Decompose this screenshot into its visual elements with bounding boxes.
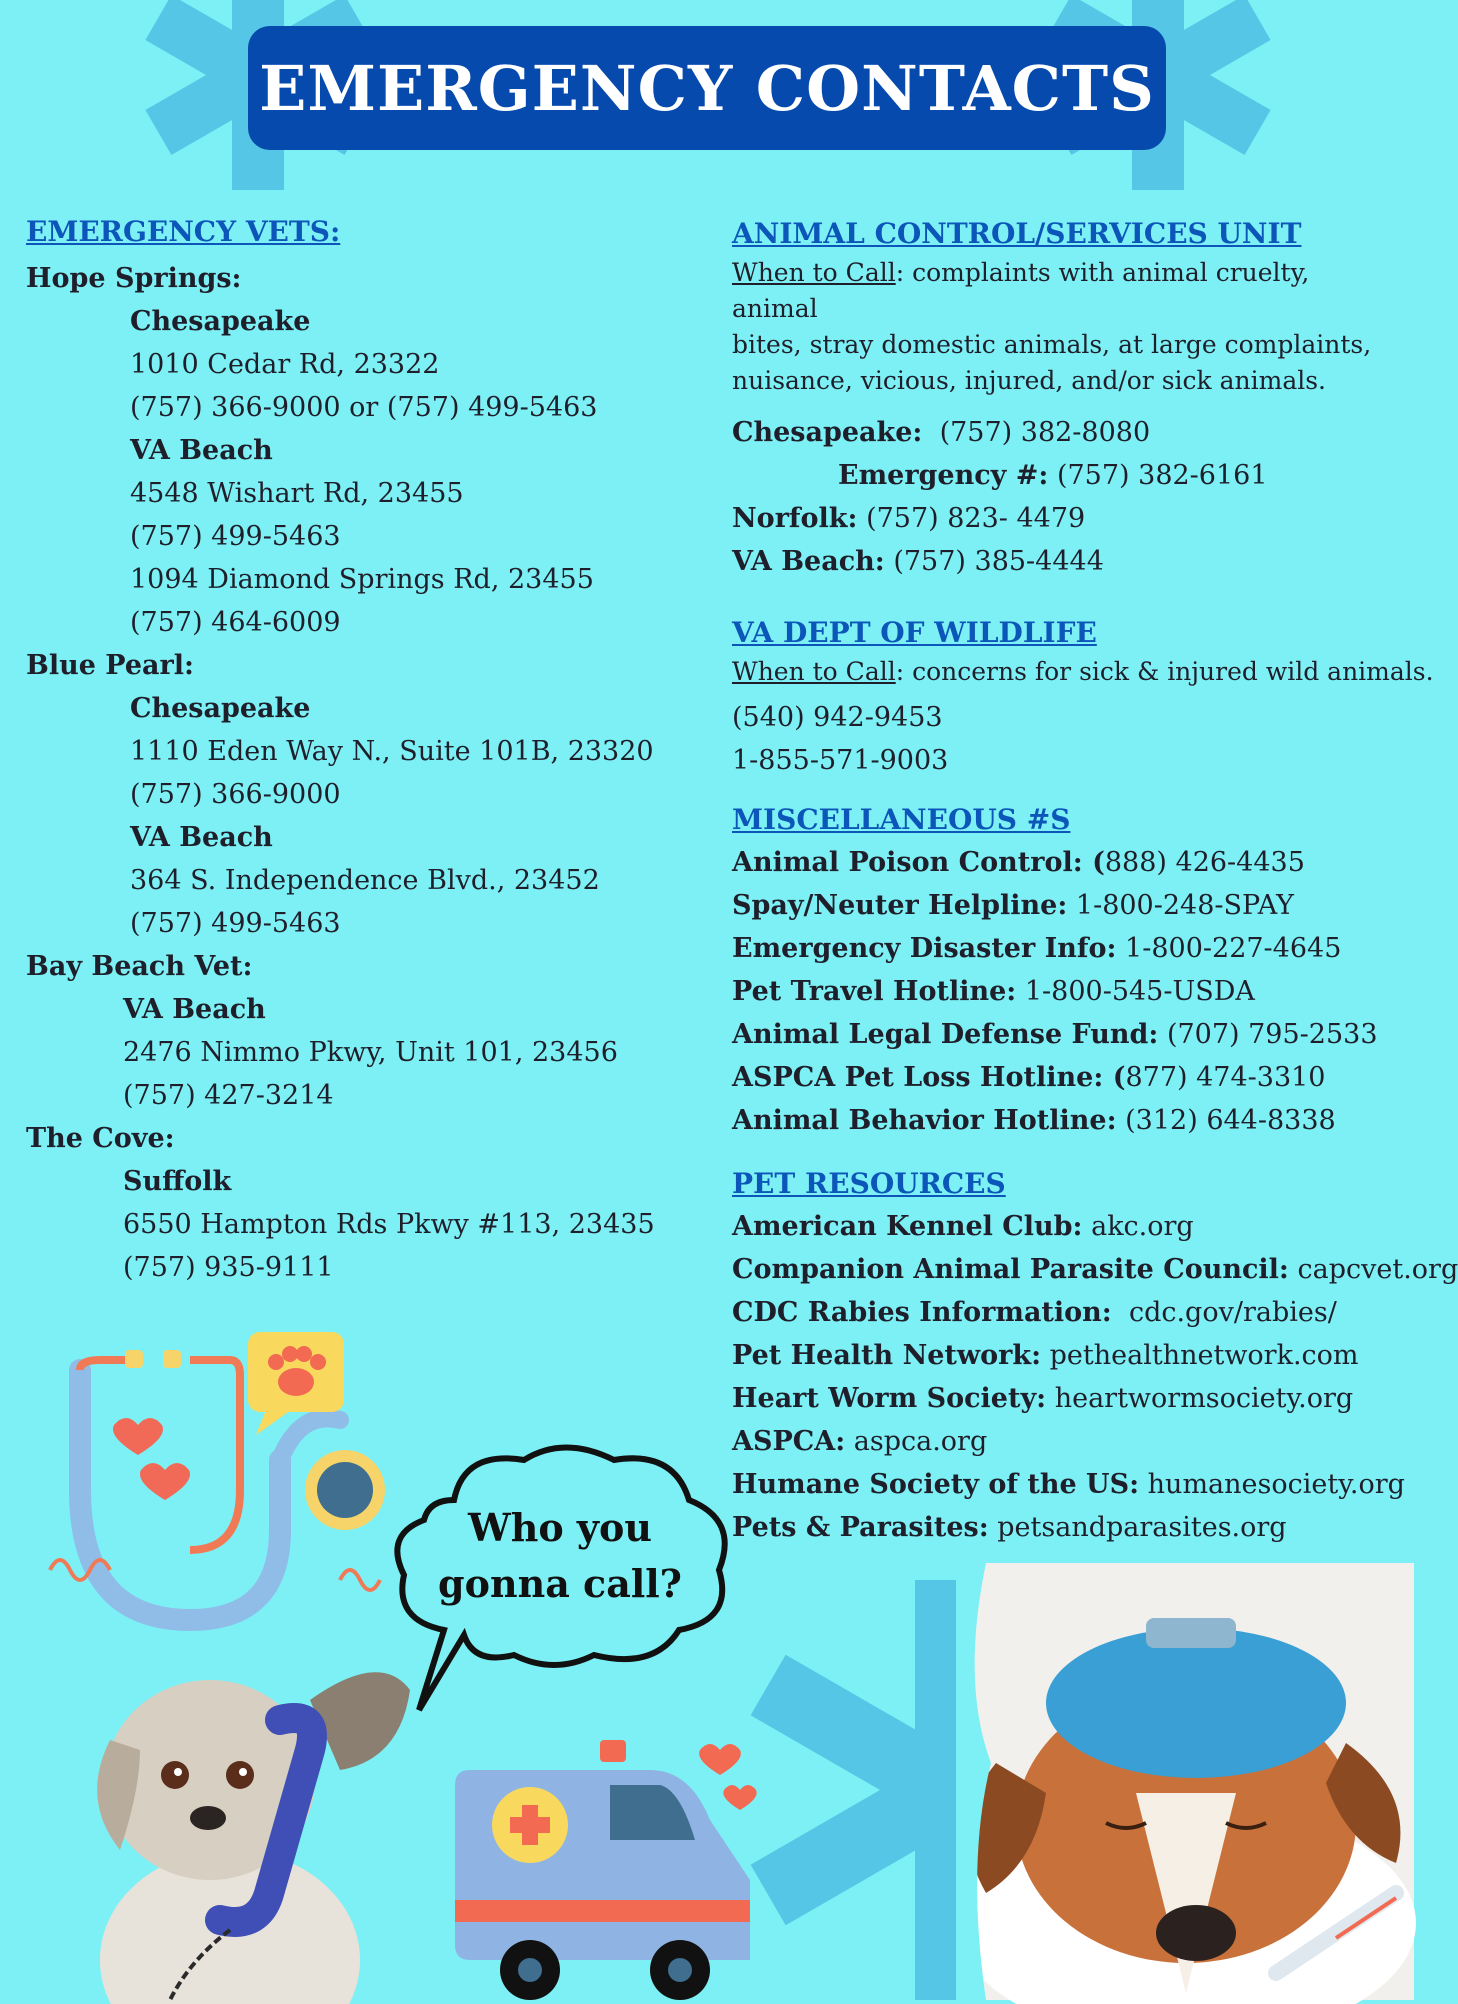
wildlife-when-to-call — [732, 654, 1434, 690]
item-label: CDC Rabies Information: — [732, 1297, 1112, 1328]
item-label: Spay/Neuter Helpline: — [732, 890, 1068, 921]
item-value: 877) 474-3310 — [1125, 1062, 1326, 1093]
item-value: 888) 426-4435 — [1104, 847, 1305, 878]
vet-phone: (757) 366-9000 or (757) 499-5463 — [130, 392, 598, 423]
resources-list — [732, 1205, 1458, 1549]
page-title: EMERGENCY CONTACTS — [259, 51, 1155, 125]
speech-bubble-text — [430, 1500, 690, 1612]
contact-label: Emergency #: — [838, 460, 1049, 491]
resource-link[interactable]: capcvet.org — [1288, 1254, 1458, 1285]
list-item — [732, 841, 1402, 884]
vet-address: 364 S. Independence Blvd., 23452 — [130, 865, 600, 896]
contact-phone: (757) 823- 4479 — [866, 503, 1086, 534]
list-item — [732, 1334, 1402, 1377]
item-label: Emergency Disaster Info: — [732, 933, 1117, 964]
title-banner — [248, 26, 1166, 150]
contact-row — [732, 411, 1402, 454]
ambulance-illustration — [450, 1730, 770, 2000]
vet-address: 2476 Nimmo Pkwy, Unit 101, 23456 — [123, 1037, 618, 1068]
when-to-call-text: bites, stray domestic animals, at large complaints, — [732, 330, 1372, 359]
list-item — [732, 927, 1402, 970]
when-to-call-text: nuisance, vicious, injured, and/or sick animals. — [732, 366, 1326, 395]
paw-speech-icon — [246, 1330, 346, 1440]
list-item — [732, 1291, 1402, 1334]
item-label: Humane Society of the US: — [732, 1469, 1140, 1500]
vet-city: Chesapeake — [130, 693, 311, 724]
sick-dog-drawing — [956, 1563, 1414, 2000]
vet-phone: (757) 499-5463 — [130, 521, 341, 552]
resource-link[interactable]: aspca.org — [845, 1426, 988, 1457]
list-item — [732, 1248, 1458, 1291]
vet-city: VA Beach — [123, 994, 266, 1025]
contacts-column — [732, 212, 1458, 1549]
item-label: Companion Animal Parasite Council: — [732, 1254, 1289, 1285]
wildlife-phone: 1-855-571-9003 — [732, 745, 949, 776]
list-item — [732, 1463, 1405, 1506]
misc-list — [732, 841, 1402, 1142]
list-item — [732, 1056, 1402, 1099]
contact-label: Chesapeake: — [732, 417, 923, 448]
vet-name-hope-springs: Hope Springs: — [26, 263, 242, 294]
list-item — [732, 1205, 1402, 1248]
bubble-line: gonna call? — [438, 1561, 682, 1606]
wildlife-phone: (540) 942-9453 — [732, 702, 943, 733]
vet-city: VA Beach — [130, 822, 273, 853]
vet-address: 4548 Wishart Rd, 23455 — [130, 478, 464, 509]
vet-phone: (757) 366-9000 — [130, 779, 341, 810]
contact-phone: (757) 385-4444 — [893, 546, 1104, 577]
list-item — [732, 1377, 1402, 1420]
animal-control-when-to-call — [732, 255, 1402, 399]
list-item — [732, 1506, 1402, 1549]
vet-name-bay-beach: Bay Beach Vet: — [26, 951, 253, 982]
vet-address: 1110 Eden Way N., Suite 101B, 23320 — [130, 736, 654, 767]
item-label: Pet Travel Hotline: — [732, 976, 1017, 1007]
contact-row — [732, 454, 1402, 497]
item-value: 1-800-545-USDA — [1016, 976, 1255, 1007]
vet-phone: (757) 464-6009 — [130, 607, 341, 638]
contact-label: Norfolk: — [732, 503, 858, 534]
list-item — [732, 1099, 1402, 1142]
resource-link[interactable]: heartwormsociety.org — [1046, 1383, 1354, 1414]
list-item — [732, 1013, 1402, 1056]
when-to-call-label: When to Call — [732, 657, 896, 686]
vet-name-the-cove: The Cove: — [26, 1123, 175, 1154]
contact-row — [732, 540, 1402, 583]
vet-name-blue-pearl: Blue Pearl: — [26, 650, 194, 681]
resource-link[interactable]: cdc.gov/rabies/ — [1111, 1297, 1337, 1328]
emergency-vets-heading: EMERGENCY VETS: — [26, 215, 341, 248]
when-to-call-text: : complaints with animal cruelty, animal — [732, 258, 1310, 323]
vet-address: 6550 Hampton Rds Pkwy #113, 23435 — [123, 1209, 655, 1240]
contact-label: VA Beach: — [732, 546, 885, 577]
item-value: (707) 795-2533 — [1158, 1019, 1378, 1050]
item-label: Animal Legal Defense Fund: — [732, 1019, 1159, 1050]
list-item — [732, 1420, 1402, 1463]
resource-link[interactable]: humanesociety.org — [1139, 1469, 1405, 1500]
item-label: Animal Behavior Hotline: — [732, 1105, 1117, 1136]
contact-row — [732, 497, 1402, 540]
pet-resources-heading: PET RESOURCES — [732, 1167, 1006, 1200]
dog-with-phone-image — [80, 1660, 420, 2000]
contact-phone: (757) 382-6161 — [1056, 460, 1268, 491]
item-label: Animal Poison Control: ( — [732, 847, 1105, 878]
animal-control-heading: ANIMAL CONTROL/SERVICES UNIT — [732, 217, 1302, 250]
item-label: ASPCA Pet Loss Hotline: ( — [732, 1062, 1126, 1093]
vet-phone: (757) 935-9111 — [123, 1252, 334, 1283]
misc-heading: MISCELLANEOUS #S — [732, 803, 1071, 836]
item-value: 1-800-227-4645 — [1116, 933, 1342, 964]
list-item — [732, 884, 1402, 927]
wildlife-heading: VA DEPT OF WILDLIFE — [732, 616, 1097, 649]
resource-link[interactable]: akc.org — [1082, 1211, 1194, 1242]
vet-address: 1094 Diamond Springs Rd, 23455 — [130, 564, 594, 595]
resource-link[interactable]: pethealthnetwork.com — [1041, 1340, 1359, 1371]
item-label: Pets & Parasites: — [732, 1512, 989, 1543]
vet-city: Chesapeake — [130, 306, 311, 337]
vet-city: Suffolk — [123, 1166, 232, 1197]
vet-phone: (757) 427-3214 — [123, 1080, 334, 1111]
sick-dog-photo — [956, 1563, 1414, 2000]
when-to-call-text: : concerns for sick & injured wild animals. — [895, 657, 1434, 686]
list-item — [732, 970, 1402, 1013]
emergency-vets-column — [26, 210, 706, 1289]
item-value: 1-800-248-SPAY — [1067, 890, 1294, 921]
item-label: American Kennel Club: — [732, 1211, 1083, 1242]
when-to-call-label: When to Call — [732, 258, 896, 287]
bubble-line: Who you — [468, 1505, 652, 1550]
vet-city: VA Beach — [130, 435, 273, 466]
vet-phone: (757) 499-5463 — [130, 908, 341, 939]
item-value: (312) 644-8338 — [1116, 1105, 1336, 1136]
vet-address: 1010 Cedar Rd, 23322 — [130, 349, 440, 380]
item-label: Pet Health Network: — [732, 1340, 1042, 1371]
item-label: ASPCA: — [732, 1426, 846, 1457]
item-label: Heart Worm Society: — [732, 1383, 1047, 1414]
contact-phone: (757) 382-8080 — [939, 417, 1151, 448]
resource-link[interactable]: petsandparasites.org — [988, 1512, 1287, 1543]
stethoscope-illustration — [40, 1320, 400, 1680]
